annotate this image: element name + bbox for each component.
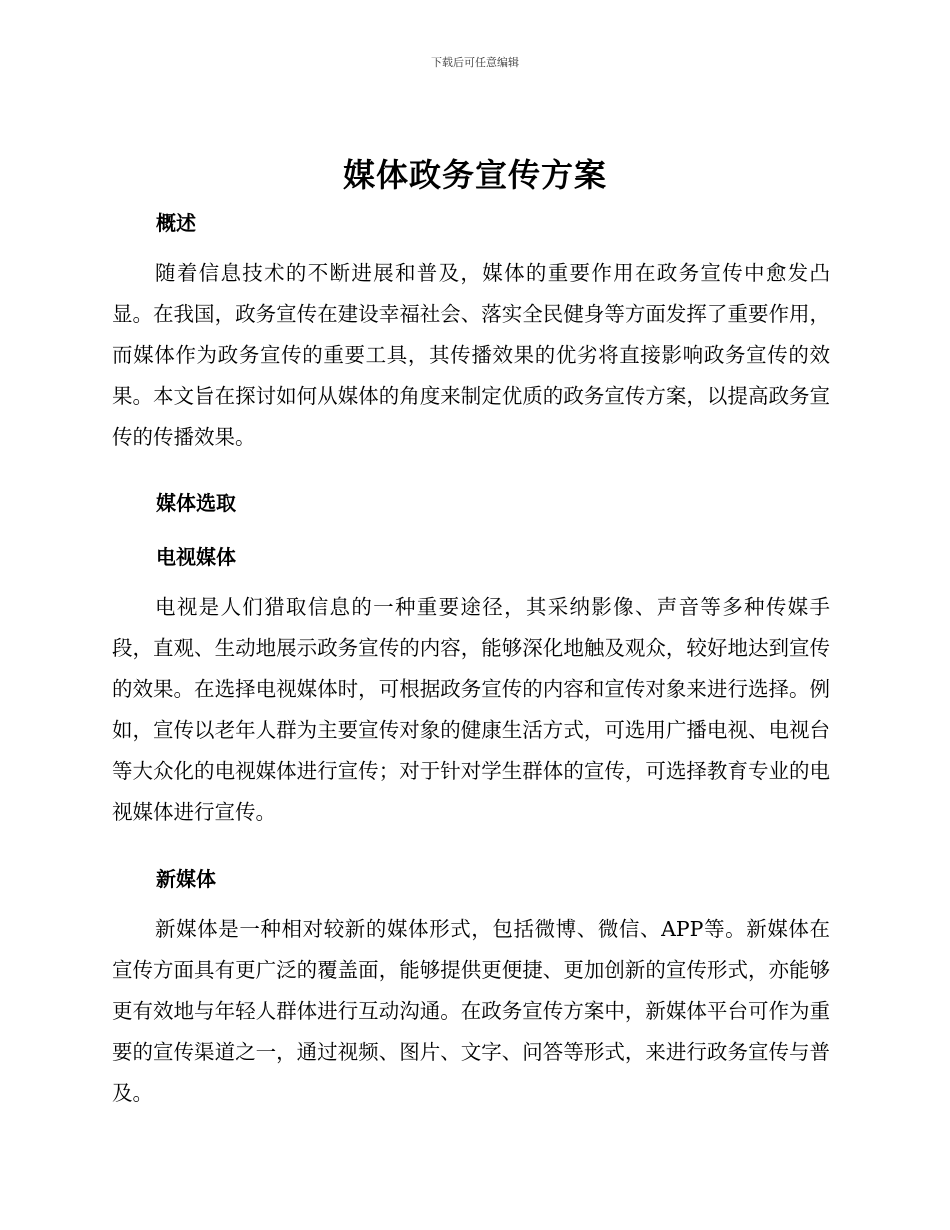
section-heading-overview: 概述: [156, 211, 196, 235]
section-heading-new-media: 新媒体: [156, 867, 216, 891]
section-heading-media-selection: 媒体选取: [156, 491, 236, 515]
document-title: 媒体政务宣传方案: [342, 156, 607, 194]
section-heading-tv-media: 电视媒体: [156, 545, 236, 569]
section-paragraph-new-media: 新媒体是一种相对较新的媒体形式，包括微博、微信、APP等。新媒体在宣传方面具有更广泛的覆盖面，能够提供更便捷、更加创新的宣传形式，亦能够更有效地与年轻人群体进行互动沟通。在政务宣传方案中，新媒体平台可作为重要的宣传渠道之一，通过视频、图片、文字、问答等形式，来进行政务宣传与普及。: [112, 917, 830, 1105]
section-paragraph-overview: 随着信息技术的不断进展和普及，媒体的重要作用在政务宣传中愈发凸显。在我国，政务宣传在建设幸福社会、落实全民健身等方面发挥了重要作用，而媒体作为政务宣传的重要工具，其传播效果的优劣将直接影响政务宣传的效果。本文旨在探讨如何从媒体的角度来制定优质的政务宣传方案，以提高政务宣传的传播效果。: [112, 261, 830, 449]
page-header: 下载后可任意编辑: [431, 56, 519, 69]
section-paragraph-tv-media: 电视是人们猎取信息的一种重要途径，其采纳影像、声音等多种传媒手段，直观、生动地展示政务宣传的内容，能够深化地触及观众，较好地达到宣传的效果。在选择电视媒体时，可根据政务宣传的内容和宣传对象来进行选择。例如，宣传以老年人群为主要宣传对象的健康生活方式，可选用广播电视、电视台等大众化的电视媒体进行宣传；对于针对学生群体的宣传，可选择教育专业的电视媒体进行宣传。: [112, 595, 830, 824]
